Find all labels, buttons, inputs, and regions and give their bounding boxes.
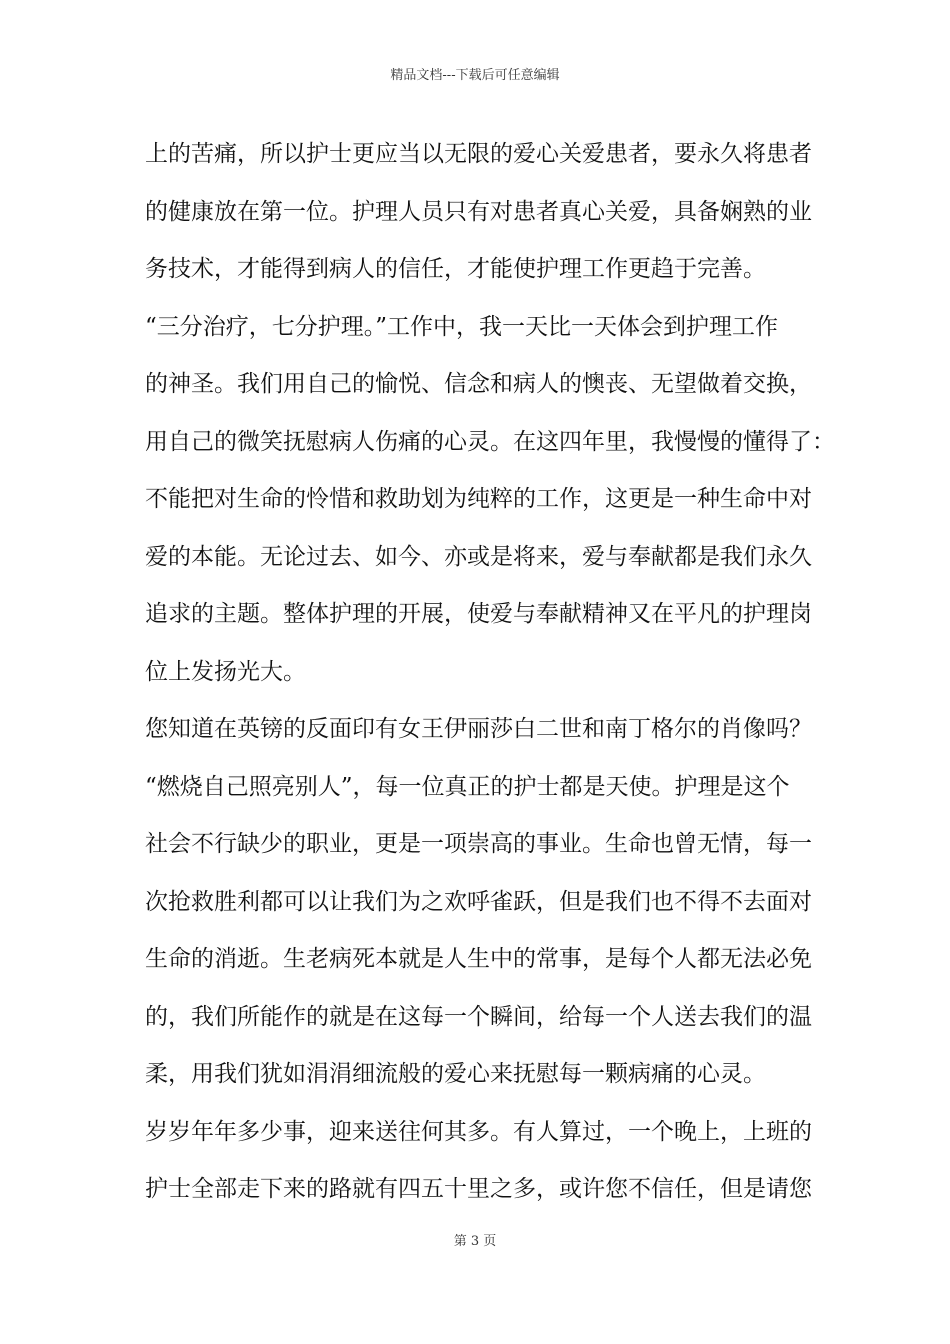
text-line: 爱的本能。无论过去、如今、亦或是将来，爱与奉献都是我们永久: [145, 543, 812, 570]
text-line: 护士全部走下来的路就有四五十里之多，或许您不信任，但是请您: [145, 1176, 812, 1202]
text-line: 上的苦痛，所以护士更应当以无限的爱心关爱患者，要永久将患者: [145, 141, 812, 167]
text-line: 位上发扬光大。: [145, 658, 306, 685]
text-line: 的健康放在第一位。护理人员只有对患者真心关爱，具备娴熟的业: [145, 198, 812, 225]
text-line: 务技术，才能得到病人的信任，才能使护理工作更趋于完善。: [145, 256, 766, 282]
text-line: “三分治疗，七分护理。”工作中，我一天比一天体会到护理工作: [145, 313, 779, 340]
page-header: 精品文档---下载后可任意编辑: [390, 68, 560, 83]
text-line: 的，我们所能作的就是在这每一个瞬间，给每一个人送去我们的温: [145, 1003, 812, 1030]
text-line: 用自己的微笑抚慰病人伤痛的心灵。在这四年里，我慢慢的懂得了：: [145, 428, 835, 455]
text-line: 岁岁年年多少事，迎来送往何其多。有人算过，一个晚上，上班的: [145, 1118, 812, 1145]
text-line: 生命的消逝。生老病死本就是人生中的常事，是每个人都无法必免: [145, 946, 812, 972]
text-line: 不能把对生命的怜惜和救助划为纯粹的工作，这更是一种生命中对: [145, 486, 812, 512]
text-line: 您知道在英镑的反面印有女王伊丽莎白二世和南丁格尔的肖像吗？: [145, 716, 812, 742]
text-line: 柔，用我们犹如涓涓细流般的爱心来抚慰每一颗病痛的心灵。: [145, 1061, 766, 1087]
text-line: 的神圣。我们用自己的愉悦、信念和病人的懊丧、无望做着交换，: [145, 371, 812, 397]
document-body: [145, 126, 835, 1219]
text-line: 追求的主题。整体护理的开展，使爱与奉献精神又在平凡的护理岗: [145, 601, 812, 627]
text-line: “燃烧自己照亮别人”，每一位真正的护士都是天使。护理是这个: [145, 773, 790, 800]
page-number: 第 3 页: [453, 1234, 497, 1249]
text-line: 次抢救胜利都可以让我们为之欢呼雀跃，但是我们也不得不去面对: [145, 888, 812, 915]
text-line: 社会不行缺少的职业，更是一项崇高的事业。生命也曾无情，每一: [145, 831, 812, 857]
